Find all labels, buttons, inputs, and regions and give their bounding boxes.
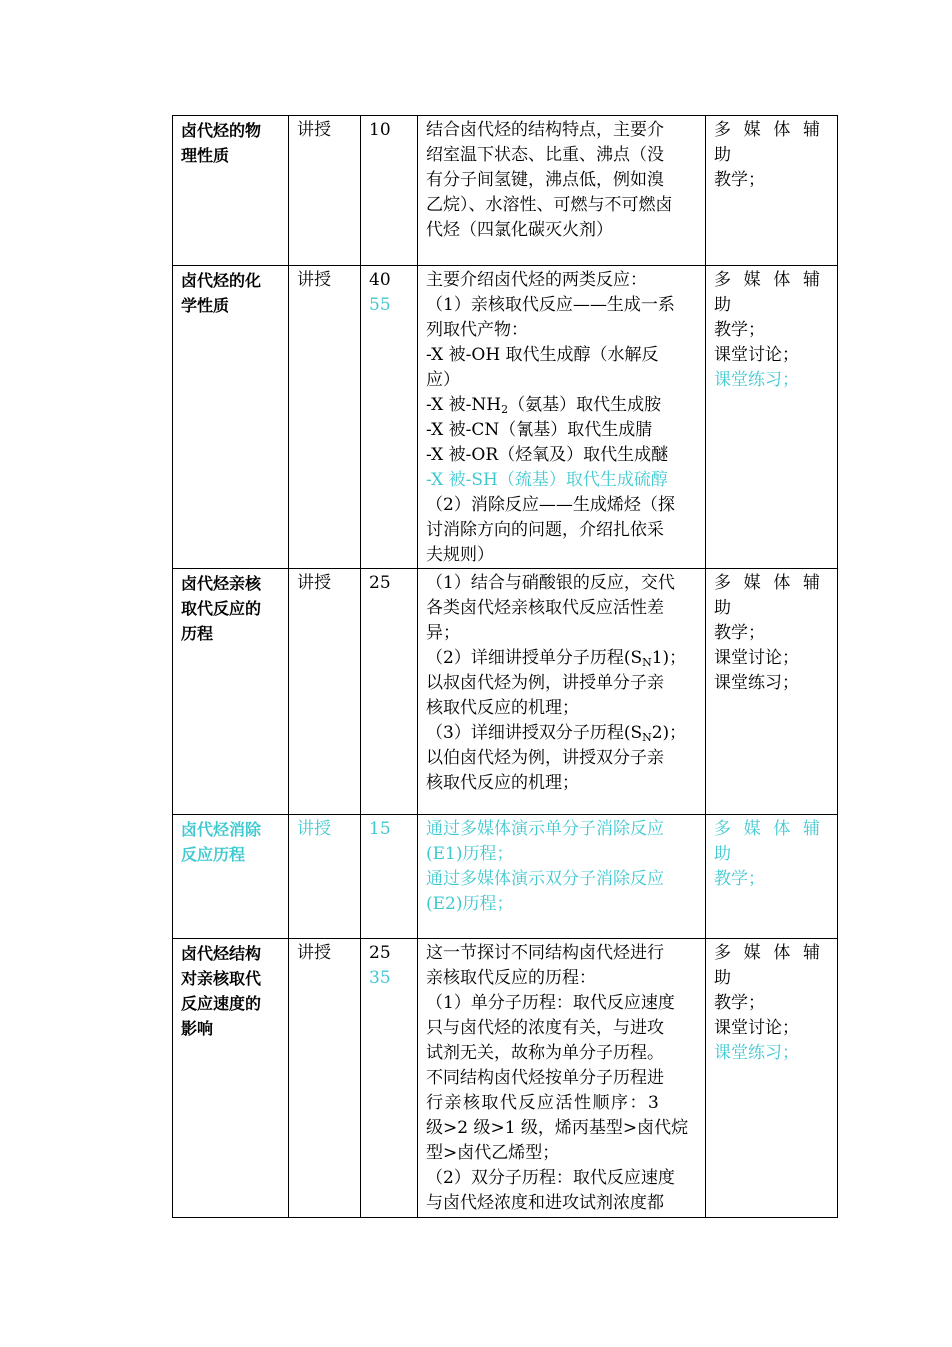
time-value: 25: [369, 943, 391, 963]
topic-cell: [173, 939, 289, 1218]
tools-cell: [706, 569, 838, 815]
tools-line: 教学；: [714, 623, 765, 643]
tools-line: 课堂讨论；: [714, 345, 799, 365]
content-line: 型>卤代乙烯型；: [426, 1143, 560, 1163]
tools-cell: [706, 939, 838, 1218]
tools-cell: [706, 266, 838, 569]
topic-line: 对亲核取代: [181, 969, 262, 988]
table-row: [173, 266, 838, 569]
topic-line: 历程: [181, 624, 214, 643]
method-cell: [289, 569, 361, 815]
content-line: 通过多媒体演示单分子消除反应: [426, 819, 664, 839]
time-cell: [361, 815, 418, 939]
tools-line: 课堂讨论；: [714, 1018, 799, 1038]
method-label: 讲授: [297, 120, 331, 140]
tools-line: 教学；: [714, 320, 765, 340]
subscript: N: [642, 731, 652, 744]
content-text: （氨基）取代生成胺: [508, 395, 662, 415]
topic-cell: [173, 815, 289, 939]
content-line: 只与卤代烃的浓度有关，与进攻: [426, 1018, 664, 1038]
topic-cell: [173, 569, 289, 815]
content-line: 主要介绍卤代烃的两类反应：: [426, 270, 647, 290]
content-line: 异；: [426, 623, 460, 643]
tools-line: 教学；: [714, 869, 765, 889]
content-line: （1）单分子历程：取代反应速度: [426, 993, 675, 1013]
tools-cell: [706, 815, 838, 939]
content-line: 列取代产物：: [426, 320, 528, 340]
content-line: 乙烷）、水溶性、可燃与不可燃卤: [426, 195, 673, 215]
content-line: 与卤代烃浓度和进攻试剂浓度都: [426, 1193, 664, 1213]
subscript: N: [642, 656, 652, 669]
method-cell: [289, 939, 361, 1218]
topic-line: 理性质: [181, 146, 230, 165]
content-line: 通过多媒体演示双分子消除反应: [426, 869, 664, 889]
time-value: 15: [369, 819, 391, 839]
time-cell: [361, 116, 418, 266]
content-line: -X 被-OH 取代生成醇（水解反: [426, 345, 659, 365]
topic-line: 学性质: [181, 296, 230, 315]
content-line: 以叔卤代烃为例，讲授单分子亲: [426, 673, 664, 693]
time-value: 25: [369, 573, 391, 593]
topic-line: 卤代烃消除: [181, 820, 262, 839]
tools-line: 课堂练习；: [714, 673, 799, 693]
content-line: [426, 646, 699, 671]
content-line: -X 被-CN（氰基）取代生成腈: [426, 420, 653, 440]
content-line: 应）: [426, 370, 460, 390]
tools-line: 多媒体辅助: [714, 573, 829, 618]
topic-line: 影响: [181, 1019, 214, 1038]
content-line: 有分子间氢键，沸点低，例如溴: [426, 170, 664, 190]
topic-line: 反应历程: [181, 845, 246, 864]
content-line: （2）消除反应——生成烯烃（探: [426, 495, 675, 515]
topic-line: 反应速度的: [181, 994, 262, 1013]
content-text: （3）详细讲授双分子历程(S: [426, 723, 643, 743]
tools-line: 教学；: [714, 993, 765, 1013]
content-line: 代烃（四氯化碳灭火剂）: [426, 220, 613, 240]
method-cell: [289, 116, 361, 266]
content-line: 结合卤代烃的结构特点，主要介: [426, 120, 664, 140]
content-line: （1）结合与硝酸银的反应，交代: [426, 573, 675, 593]
content-line: 行亲核取代反应活性顺序：3: [426, 1093, 661, 1113]
tools-line: 课堂练习；: [714, 370, 799, 390]
content-line: (E2)历程；: [426, 894, 514, 914]
topic-cell: [173, 116, 289, 266]
content-line: -X 被-OR（烃氧及）取代生成醚: [426, 445, 669, 465]
time-cell: [361, 569, 418, 815]
content-line: [426, 393, 699, 418]
content-line: 讨消除方向的问题，介绍扎依采: [426, 520, 664, 540]
content-text: -X 被-NH: [426, 395, 502, 415]
method-cell: [289, 815, 361, 939]
tools-line: 多媒体辅助: [714, 819, 829, 864]
content-line: 这一节探讨不同结构卤代烃进行: [426, 943, 664, 963]
content-line: [426, 721, 699, 746]
topic-line: 取代反应的: [181, 599, 262, 618]
content-line: -X 被-SH（巯基）取代生成硫醇: [426, 470, 668, 490]
topic-line: 卤代烃亲核: [181, 574, 262, 593]
content-line: (E1)历程；: [426, 844, 514, 864]
tools-line: 课堂练习；: [714, 1043, 799, 1063]
content-text: （2）详细讲授单分子历程(S: [426, 648, 643, 668]
content-text: 2)；: [651, 723, 687, 743]
content-cell: [418, 815, 706, 939]
content-line: 绍室温下状态、比重、沸点（没: [426, 145, 664, 165]
content-line: 亲核取代反应的历程：: [426, 968, 596, 988]
tools-line: 多媒体辅助: [714, 943, 829, 988]
content-line: 不同结构卤代烃按单分子历程进: [426, 1068, 664, 1088]
time-value-revised: 55: [369, 295, 391, 315]
method-label: 讲授: [297, 573, 331, 593]
table-row: [173, 569, 838, 815]
lesson-plan-table: [172, 115, 838, 1218]
tools-line: 课堂讨论；: [714, 648, 799, 668]
time-value-revised: 35: [369, 968, 391, 988]
time-value: 10: [369, 120, 391, 140]
time-cell: [361, 939, 418, 1218]
content-cell: [418, 266, 706, 569]
content-line: 各类卤代烃亲核取代反应活性差: [426, 598, 664, 618]
content-line: 试剂无关，故称为单分子历程。: [426, 1043, 664, 1063]
tools-line: 多媒体辅助: [714, 270, 829, 315]
tools-line: 教学；: [714, 170, 765, 190]
content-cell: [418, 116, 706, 266]
content-line: 级>2 级>1 级，烯丙基型>卤代烷: [426, 1118, 689, 1138]
content-cell: [418, 939, 706, 1218]
topic-line: 卤代烃的物: [181, 121, 262, 140]
content-text: 1)；: [651, 648, 687, 668]
content-line: （1）亲核取代反应——生成一系: [426, 295, 675, 315]
method-label: 讲授: [297, 270, 331, 290]
content-line: 核取代反应的机理；: [426, 773, 579, 793]
content-line: 核取代反应的机理；: [426, 698, 579, 718]
table-row: [173, 815, 838, 939]
content-line: 夫规则）: [426, 545, 494, 565]
time-cell: [361, 266, 418, 569]
table-row: [173, 116, 838, 266]
content-line: 以伯卤代烃为例，讲授双分子亲: [426, 748, 664, 768]
method-label: 讲授: [297, 943, 331, 963]
subscript: 2: [501, 403, 509, 416]
tools-line: 多媒体辅助: [714, 120, 829, 165]
time-value: 40: [369, 270, 391, 290]
content-cell: [418, 569, 706, 815]
method-cell: [289, 266, 361, 569]
table-row: [173, 939, 838, 1218]
topic-cell: [173, 266, 289, 569]
content-line: （2）双分子历程：取代反应速度: [426, 1168, 675, 1188]
topic-line: 卤代烃的化: [181, 271, 262, 290]
tools-cell: [706, 116, 838, 266]
topic-line: 卤代烃结构: [181, 944, 262, 963]
method-label: 讲授: [297, 819, 331, 839]
